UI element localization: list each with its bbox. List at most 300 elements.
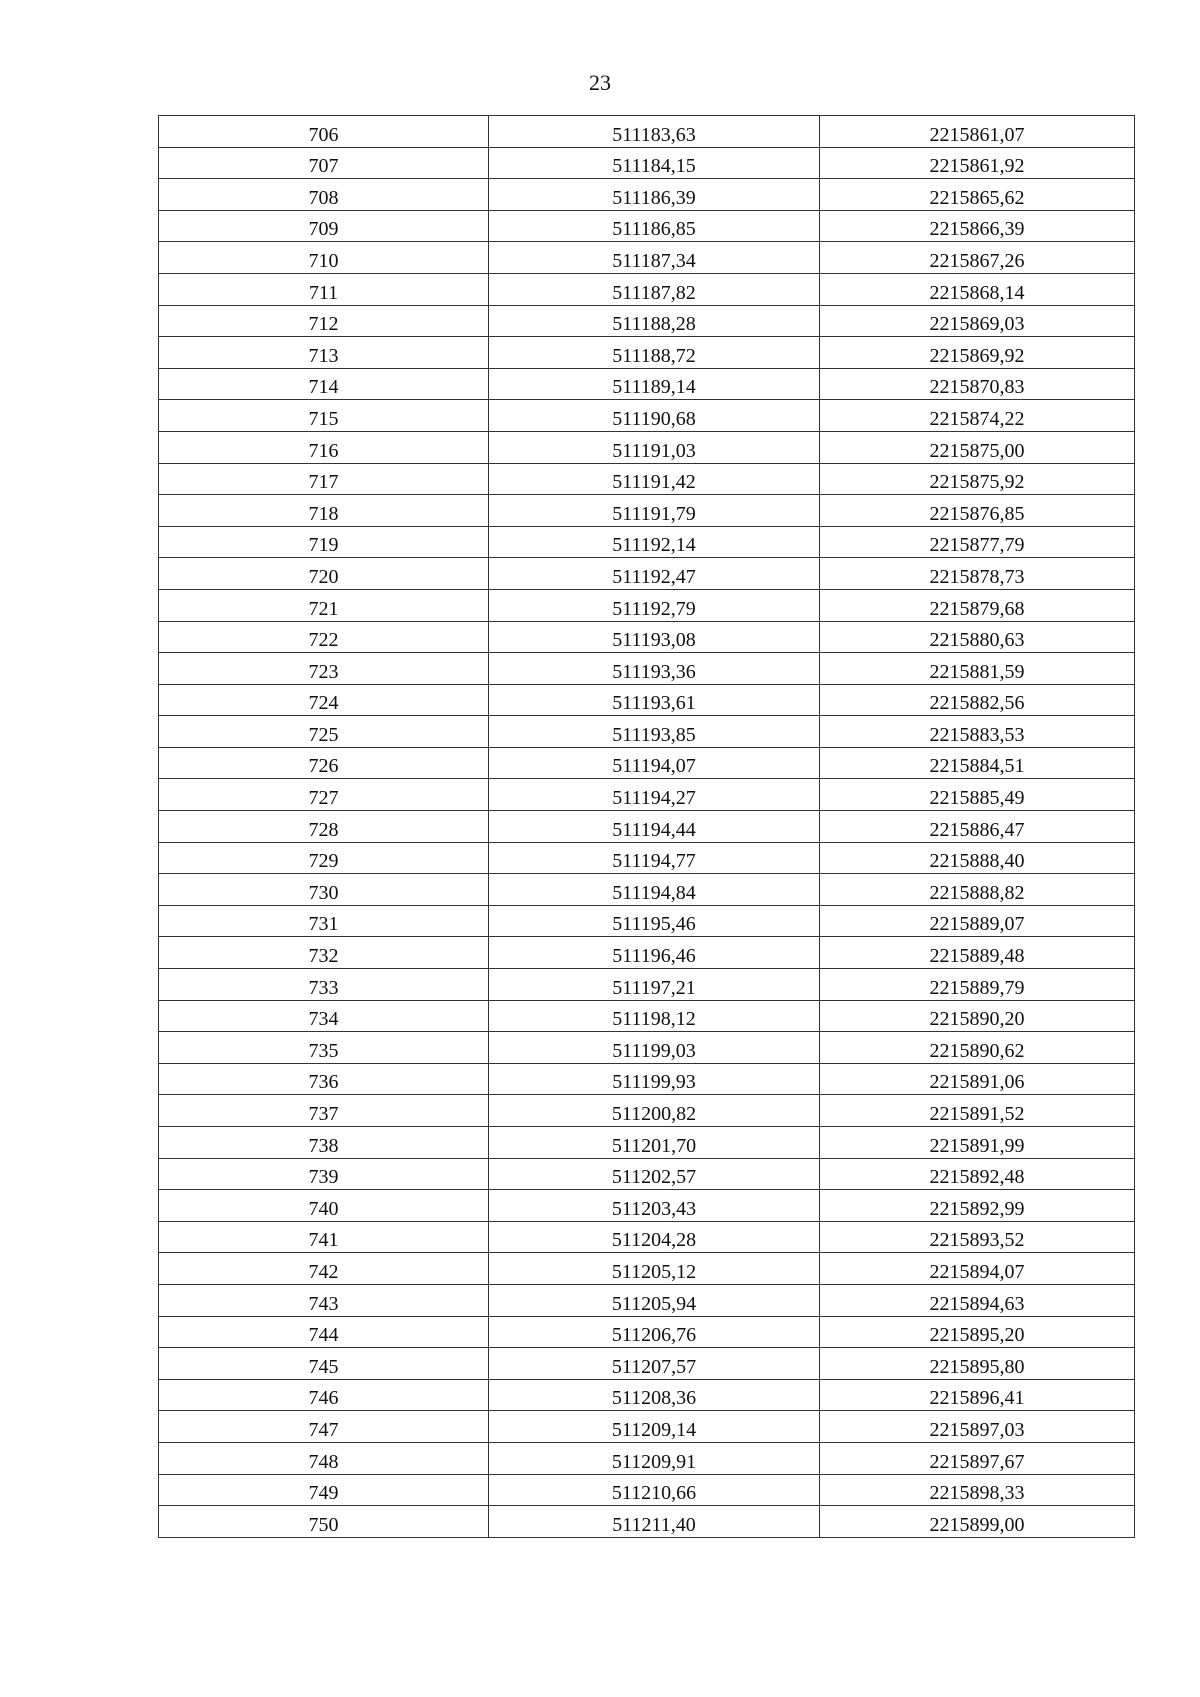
table-row xyxy=(159,1253,1135,1285)
x-coordinate-cell xyxy=(489,969,820,1001)
x-coordinate-cell xyxy=(489,242,820,274)
x-coordinate-cell xyxy=(489,1063,820,1095)
y-coordinate-cell xyxy=(820,495,1135,527)
cell-text: 2215861,07 xyxy=(929,123,1025,146)
cell-text: 711 xyxy=(308,281,339,304)
cell-text: 2215897,67 xyxy=(929,1450,1025,1473)
cell-text: 2215886,47 xyxy=(929,818,1025,841)
x-coordinate-cell xyxy=(489,653,820,685)
table-row xyxy=(159,463,1135,495)
cell-text: 730 xyxy=(308,881,339,904)
cell-text: 708 xyxy=(308,186,339,209)
table-row xyxy=(159,1095,1135,1127)
table-row xyxy=(159,242,1135,274)
table-row xyxy=(159,400,1135,432)
y-coordinate-cell xyxy=(820,305,1135,337)
y-coordinate-cell xyxy=(820,1000,1135,1032)
y-coordinate-cell xyxy=(820,431,1135,463)
x-coordinate-cell xyxy=(489,495,820,527)
cell-text: 511198,12 xyxy=(612,1008,696,1031)
y-coordinate-cell xyxy=(820,273,1135,305)
point-number-cell xyxy=(159,305,489,337)
y-coordinate-cell xyxy=(820,400,1135,432)
table-row xyxy=(159,716,1135,748)
y-coordinate-cell xyxy=(820,842,1135,874)
cell-text: 727 xyxy=(308,787,339,810)
x-coordinate-cell xyxy=(489,463,820,495)
point-number-cell xyxy=(159,1000,489,1032)
cell-text: 746 xyxy=(308,1387,339,1410)
cell-text: 2215880,63 xyxy=(929,629,1025,652)
x-coordinate-cell xyxy=(489,589,820,621)
cell-text: 511191,79 xyxy=(612,502,696,525)
x-coordinate-cell xyxy=(489,368,820,400)
cell-text: 742 xyxy=(308,1260,339,1283)
x-coordinate-cell xyxy=(489,716,820,748)
point-number-cell xyxy=(159,463,489,495)
x-coordinate-cell xyxy=(489,116,820,148)
x-coordinate-cell xyxy=(489,431,820,463)
point-number-cell xyxy=(159,1284,489,1316)
x-coordinate-cell xyxy=(489,1411,820,1443)
cell-text: 511183,63 xyxy=(612,123,696,146)
y-coordinate-cell xyxy=(820,242,1135,274)
table-row xyxy=(159,1000,1135,1032)
table-row xyxy=(159,653,1135,685)
cell-text: 511193,36 xyxy=(612,660,696,683)
y-coordinate-cell xyxy=(820,589,1135,621)
cell-text: 723 xyxy=(308,660,339,683)
x-coordinate-cell xyxy=(489,1348,820,1380)
point-number-cell xyxy=(159,747,489,779)
point-number-cell xyxy=(159,1379,489,1411)
point-number-cell xyxy=(159,1506,489,1538)
x-coordinate-cell xyxy=(489,747,820,779)
coordinates-table-body xyxy=(159,116,1135,1538)
cell-text: 749 xyxy=(308,1482,339,1505)
cell-text: 2215897,03 xyxy=(929,1418,1025,1441)
table-row xyxy=(159,526,1135,558)
point-number-cell xyxy=(159,905,489,937)
cell-text: 2215869,03 xyxy=(929,313,1025,336)
point-number-cell xyxy=(159,1253,489,1285)
point-number-cell xyxy=(159,210,489,242)
x-coordinate-cell xyxy=(489,1032,820,1064)
cell-text: 2215877,79 xyxy=(929,534,1025,557)
cell-text: 511201,70 xyxy=(611,1134,697,1157)
x-coordinate-cell xyxy=(489,937,820,969)
cell-text: 744 xyxy=(308,1324,339,1347)
y-coordinate-cell xyxy=(820,779,1135,811)
x-coordinate-cell xyxy=(489,905,820,937)
cell-text: 722 xyxy=(308,629,339,652)
cell-text: 736 xyxy=(308,1071,339,1094)
cell-text: 511190,68 xyxy=(612,407,696,430)
cell-text: 2215876,85 xyxy=(929,502,1025,525)
x-coordinate-cell xyxy=(489,1442,820,1474)
y-coordinate-cell xyxy=(820,1474,1135,1506)
cell-text: 2215891,06 xyxy=(929,1071,1025,1094)
cell-text: 511199,03 xyxy=(612,1039,696,1062)
table-row xyxy=(159,1032,1135,1064)
point-number-cell xyxy=(159,1348,489,1380)
y-coordinate-cell xyxy=(820,210,1135,242)
cell-text: 511202,57 xyxy=(611,1166,697,1189)
x-coordinate-cell xyxy=(489,210,820,242)
table-row xyxy=(159,1348,1135,1380)
cell-text: 511184,15 xyxy=(612,155,696,178)
x-coordinate-cell xyxy=(489,558,820,590)
x-coordinate-cell xyxy=(489,779,820,811)
cell-text: 511191,03 xyxy=(612,439,696,462)
table-row xyxy=(159,589,1135,621)
cell-text: 2215898,33 xyxy=(929,1482,1025,1505)
point-number-cell xyxy=(159,1411,489,1443)
cell-text: 729 xyxy=(308,850,339,873)
x-coordinate-cell xyxy=(489,305,820,337)
cell-text: 511200,82 xyxy=(611,1103,697,1125)
x-coordinate-cell xyxy=(489,874,820,906)
y-coordinate-cell xyxy=(820,1253,1135,1285)
cell-text: 511194,44 xyxy=(612,818,696,841)
table-row xyxy=(159,116,1135,148)
cell-text: 747 xyxy=(308,1418,339,1441)
cell-text: 2215895,80 xyxy=(929,1355,1025,1378)
cell-text: 707 xyxy=(308,155,339,178)
cell-text: 2215875,00 xyxy=(929,439,1025,462)
table-row xyxy=(159,811,1135,843)
cell-text: 2215893,52 xyxy=(929,1229,1025,1252)
table-row xyxy=(159,210,1135,242)
table-row xyxy=(159,337,1135,369)
point-number-cell xyxy=(159,558,489,590)
y-coordinate-cell xyxy=(820,747,1135,779)
x-coordinate-cell xyxy=(489,273,820,305)
cell-text: 511194,27 xyxy=(612,787,696,810)
x-coordinate-cell xyxy=(489,621,820,653)
y-coordinate-cell xyxy=(820,1032,1135,1064)
cell-text: 2215889,48 xyxy=(929,945,1025,968)
cell-text: 2215889,79 xyxy=(929,976,1025,999)
cell-text: 2215889,07 xyxy=(929,913,1025,936)
cell-text: 713 xyxy=(308,344,339,367)
cell-text: 511193,08 xyxy=(612,629,696,652)
x-coordinate-cell xyxy=(489,1474,820,1506)
y-coordinate-cell xyxy=(820,1190,1135,1222)
point-number-cell xyxy=(159,1316,489,1348)
y-coordinate-cell xyxy=(820,558,1135,590)
x-coordinate-cell xyxy=(489,526,820,558)
point-number-cell xyxy=(159,526,489,558)
cell-text: 511210,66 xyxy=(611,1482,697,1505)
x-coordinate-cell xyxy=(489,1127,820,1159)
cell-text: 715 xyxy=(308,407,339,430)
cell-text: 716 xyxy=(308,439,339,462)
x-coordinate-cell xyxy=(489,147,820,179)
point-number-cell xyxy=(159,400,489,432)
point-number-cell xyxy=(159,147,489,179)
cell-text: 710 xyxy=(308,249,339,272)
y-coordinate-cell xyxy=(820,463,1135,495)
y-coordinate-cell xyxy=(820,337,1135,369)
cell-text: 737 xyxy=(308,1103,339,1125)
cell-text: 741 xyxy=(308,1229,339,1252)
point-number-cell xyxy=(159,368,489,400)
cell-text: 511203,43 xyxy=(611,1197,697,1220)
cell-text: 2215865,62 xyxy=(929,186,1025,209)
point-number-cell xyxy=(159,874,489,906)
cell-text: 2215888,82 xyxy=(929,881,1025,904)
x-coordinate-cell xyxy=(489,1316,820,1348)
y-coordinate-cell xyxy=(820,1316,1135,1348)
cell-text: 2215884,51 xyxy=(929,755,1025,778)
table-row xyxy=(159,684,1135,716)
y-coordinate-cell xyxy=(820,716,1135,748)
cell-text: 2215881,59 xyxy=(929,660,1025,683)
y-coordinate-cell xyxy=(820,905,1135,937)
cell-text: 511188,72 xyxy=(612,344,696,367)
point-number-cell xyxy=(159,1221,489,1253)
cell-text: 511193,61 xyxy=(612,692,696,715)
y-coordinate-cell xyxy=(820,969,1135,1001)
cell-text: 728 xyxy=(308,818,339,841)
y-coordinate-cell xyxy=(820,684,1135,716)
y-coordinate-cell xyxy=(820,811,1135,843)
table-row xyxy=(159,273,1135,305)
y-coordinate-cell xyxy=(820,1379,1135,1411)
table-row xyxy=(159,147,1135,179)
point-number-cell xyxy=(159,1032,489,1064)
cell-text: 732 xyxy=(308,945,339,968)
y-coordinate-cell xyxy=(820,1506,1135,1538)
cell-text: 511188,28 xyxy=(612,313,696,336)
y-coordinate-cell xyxy=(820,1095,1135,1127)
cell-text: 2215890,20 xyxy=(929,1008,1025,1031)
cell-text: 734 xyxy=(308,1008,339,1031)
cell-text: 511204,28 xyxy=(611,1229,697,1252)
point-number-cell xyxy=(159,937,489,969)
x-coordinate-cell xyxy=(489,1000,820,1032)
cell-text: 511193,85 xyxy=(612,723,696,746)
y-coordinate-cell xyxy=(820,368,1135,400)
cell-text: 511189,14 xyxy=(612,376,696,399)
x-coordinate-cell xyxy=(489,179,820,211)
table-row xyxy=(159,747,1135,779)
table-row xyxy=(159,558,1135,590)
y-coordinate-cell xyxy=(820,937,1135,969)
y-coordinate-cell xyxy=(820,526,1135,558)
point-number-cell xyxy=(159,653,489,685)
cell-text: 2215882,56 xyxy=(929,692,1025,715)
table-row xyxy=(159,1221,1135,1253)
cell-text: 739 xyxy=(308,1166,339,1189)
cell-text: 2215868,14 xyxy=(929,281,1025,304)
cell-text: 2215892,99 xyxy=(929,1197,1025,1220)
page-number: 23 xyxy=(589,70,611,95)
coordinates-table xyxy=(158,115,1135,1538)
cell-text: 2215861,92 xyxy=(929,155,1025,178)
cell-text: 511196,46 xyxy=(612,945,696,968)
x-coordinate-cell xyxy=(489,1221,820,1253)
point-number-cell xyxy=(159,589,489,621)
cell-text: 2215896,41 xyxy=(929,1387,1025,1410)
table-row xyxy=(159,368,1135,400)
cell-text: 2215892,48 xyxy=(929,1166,1025,1189)
point-number-cell xyxy=(159,1095,489,1127)
cell-text: 743 xyxy=(308,1292,339,1315)
y-coordinate-cell xyxy=(820,1442,1135,1474)
cell-text: 511205,94 xyxy=(611,1292,697,1315)
cell-text: 2215883,53 xyxy=(929,723,1025,746)
cell-text: 2215885,49 xyxy=(929,787,1025,810)
cell-text: 720 xyxy=(308,565,339,588)
cell-text: 2215878,73 xyxy=(929,565,1025,588)
table-row xyxy=(159,1506,1135,1538)
cell-text: 738 xyxy=(308,1134,339,1157)
cell-text: 511197,21 xyxy=(612,976,696,999)
cell-text: 750 xyxy=(308,1513,339,1536)
cell-text: 2215895,20 xyxy=(929,1324,1025,1347)
cell-text: 719 xyxy=(308,534,339,557)
y-coordinate-cell xyxy=(820,874,1135,906)
cell-text: 511207,57 xyxy=(611,1355,697,1378)
y-coordinate-cell xyxy=(820,1284,1135,1316)
point-number-cell xyxy=(159,337,489,369)
x-coordinate-cell xyxy=(489,811,820,843)
cell-text: 511209,91 xyxy=(611,1450,697,1473)
y-coordinate-cell xyxy=(820,1158,1135,1190)
x-coordinate-cell xyxy=(489,1506,820,1538)
cell-text: 2215867,26 xyxy=(929,249,1025,272)
cell-text: 726 xyxy=(308,755,339,778)
point-number-cell xyxy=(159,179,489,211)
cell-text: 511205,12 xyxy=(611,1260,697,1283)
point-number-cell xyxy=(159,811,489,843)
cell-text: 511194,84 xyxy=(612,881,696,904)
table-row xyxy=(159,1063,1135,1095)
table-row xyxy=(159,621,1135,653)
cell-text: 2215869,92 xyxy=(929,344,1025,367)
table-row xyxy=(159,874,1135,906)
table-row xyxy=(159,431,1135,463)
point-number-cell xyxy=(159,431,489,463)
y-coordinate-cell xyxy=(820,179,1135,211)
cell-text: 511211,40 xyxy=(612,1513,696,1536)
x-coordinate-cell xyxy=(489,1284,820,1316)
cell-text: 731 xyxy=(308,913,339,936)
y-coordinate-cell xyxy=(820,1221,1135,1253)
cell-text: 511195,46 xyxy=(612,913,696,936)
cell-text: 511208,36 xyxy=(611,1387,697,1410)
cell-text: 717 xyxy=(308,471,339,494)
point-number-cell xyxy=(159,1442,489,1474)
cell-text: 740 xyxy=(308,1197,339,1220)
point-number-cell xyxy=(159,1474,489,1506)
cell-text: 511191,42 xyxy=(612,471,696,494)
table-row xyxy=(159,842,1135,874)
table-row xyxy=(159,779,1135,811)
cell-text: 712 xyxy=(308,313,339,336)
point-number-cell xyxy=(159,495,489,527)
point-number-cell xyxy=(159,1127,489,1159)
cell-text: 2215894,63 xyxy=(929,1292,1025,1315)
cell-text: 2215890,62 xyxy=(929,1039,1025,1062)
table-row xyxy=(159,305,1135,337)
cell-text: 724 xyxy=(308,692,339,715)
cell-text: 725 xyxy=(308,723,339,746)
cell-text: 735 xyxy=(308,1039,339,1062)
cell-text: 721 xyxy=(308,597,339,620)
point-number-cell xyxy=(159,1158,489,1190)
cell-text: 745 xyxy=(308,1355,339,1378)
cell-text: 511192,47 xyxy=(612,565,696,588)
cell-text: 2215875,92 xyxy=(929,471,1025,494)
table-row xyxy=(159,969,1135,1001)
cell-text: 706 xyxy=(308,123,339,146)
point-number-cell xyxy=(159,1190,489,1222)
y-coordinate-cell xyxy=(820,653,1135,685)
cell-text: 511206,76 xyxy=(611,1324,697,1347)
table-row xyxy=(159,937,1135,969)
y-coordinate-cell xyxy=(820,1411,1135,1443)
cell-text: 714 xyxy=(308,376,339,399)
point-number-cell xyxy=(159,779,489,811)
table-row xyxy=(159,1127,1135,1159)
cell-text: 2215866,39 xyxy=(929,218,1025,241)
cell-text: 511192,14 xyxy=(612,534,696,557)
point-number-cell xyxy=(159,684,489,716)
table-row xyxy=(159,1411,1135,1443)
cell-text: 511187,82 xyxy=(612,281,696,304)
point-number-cell xyxy=(159,621,489,653)
cell-text: 2215879,68 xyxy=(929,597,1025,620)
cell-text: 2215870,83 xyxy=(929,376,1025,399)
cell-text: 2215874,22 xyxy=(929,407,1025,430)
x-coordinate-cell xyxy=(489,1379,820,1411)
cell-text: 733 xyxy=(308,976,339,999)
table-row xyxy=(159,495,1135,527)
cell-text: 748 xyxy=(308,1450,339,1473)
y-coordinate-cell xyxy=(820,1127,1135,1159)
table-row xyxy=(159,1284,1135,1316)
cell-text: 718 xyxy=(308,502,339,525)
cell-text: 511186,39 xyxy=(612,186,696,209)
x-coordinate-cell xyxy=(489,1190,820,1222)
table-row xyxy=(159,1316,1135,1348)
table-row xyxy=(159,1442,1135,1474)
y-coordinate-cell xyxy=(820,116,1135,148)
table-row xyxy=(159,1190,1135,1222)
x-coordinate-cell xyxy=(489,337,820,369)
point-number-cell xyxy=(159,242,489,274)
cell-text: 2215891,52 xyxy=(929,1103,1025,1125)
point-number-cell xyxy=(159,969,489,1001)
cell-text: 511199,93 xyxy=(612,1071,696,1094)
y-coordinate-cell xyxy=(820,1348,1135,1380)
cell-text: 511186,85 xyxy=(612,218,696,241)
x-coordinate-cell xyxy=(489,1095,820,1127)
table-row xyxy=(159,1158,1135,1190)
table-row xyxy=(159,179,1135,211)
cell-text: 2215894,07 xyxy=(929,1260,1025,1283)
cell-text: 2215891,99 xyxy=(929,1134,1025,1157)
x-coordinate-cell xyxy=(489,842,820,874)
cell-text: 511209,14 xyxy=(611,1418,697,1441)
cell-text: 2215899,00 xyxy=(929,1513,1025,1536)
cell-text: 511194,07 xyxy=(612,755,696,778)
table-row xyxy=(159,1379,1135,1411)
point-number-cell xyxy=(159,716,489,748)
